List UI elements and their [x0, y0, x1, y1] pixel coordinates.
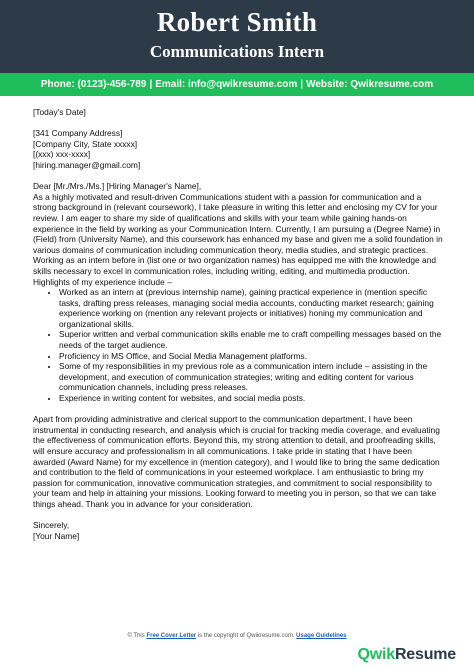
contact-email[interactable]: Email: info@qwikresume.com [155, 79, 298, 90]
intro-paragraph: As a highly motivated and result-driven Communications student with a passion for communication and a strong background in (relevant coursework), I take pleasure in writing this letter and enclosing my CV for your review. I am eager to share my side of qualifications and skills with your team while gaining hands-on experience in the field by working as your Communication Intern. Currently, I am pursuing a (Degree Name) in (Field) from (University Name), and this coursework has enhanced my base and given me a solid foundation in various domains of communication including communication theory, media studies, and strategic practices. Working as an intern before in (list one or two organization names) has equipped me with the knowledge and skills necessary to excel in communication roles, including writing, editing, and multimedia production. Highlights of my experience include – [33, 191, 443, 287]
job-title: Communications Intern [149, 42, 325, 61]
highlights-list [33, 287, 445, 404]
closing: Sincerely, [33, 520, 70, 531]
salutation: Dear [Mr./Mrs./Ms.] [Hiring Manager's Name], [33, 181, 202, 192]
candidate-name: Robert Smith [156, 7, 318, 37]
contact-separator: | [149, 79, 153, 90]
list-item: • Experience in writing content for websites, and social media posts. [59, 393, 445, 404]
body-paragraph: Apart from providing administrative and clerical support to the communication department, I have been instrumental in conducting research, and analysis which is crucial for tracking media coverage, and evaluating the effectiveness of communication efforts. Beyond this, my strong attention to detail, and proofreading skills, will ensure accuracy and professionalism in all communications. I take pride in stating that I have been awarded (Award Name) for my excellence in (mention category), and I would like to bring the same dedication and contribution to the field of communications in your esteemed workplace. I am enthusiastic to bring my passion for communication, innovative communication strategies, and commitment to social responsibility to your team and help in attaining your missions. Looking forward to meeting you in person, so that we can take things ahead. Thank you in advance for your consideration. [33, 414, 440, 509]
contact-website[interactable]: Website: Qwikresume.com [306, 79, 434, 90]
copyright-notice [0, 633, 474, 639]
footer [0, 629, 474, 670]
contact-phone: Phone: (0123)-456-789 [40, 79, 147, 90]
header-banner [0, 0, 474, 73]
contact-separator: | [300, 79, 304, 90]
letter-body [33, 107, 445, 541]
letter-date: [Today's Date] [33, 107, 86, 117]
recipient-address [33, 128, 445, 170]
list-item: • Proficiency in MS Office, and Social Media Management platforms. [59, 351, 445, 362]
copyright-middle: is the copyright of Qwikresume.com. [196, 633, 297, 639]
logo-part-resume: Resume [394, 646, 456, 663]
copyright-prefix: © This [127, 633, 147, 639]
list-item: • Superior written and verbal communication skills enable me to craft compelling messages based on the needs of the target audience. [59, 329, 445, 350]
list-item: • Some of my responsibilities in my previous role as a communication intern include – assisting in the development, and execution of communication strategies; writing and editing content for various communication channels, including press releases. [59, 361, 445, 393]
usage-guidelines-link[interactable]: Usage Guidelines [296, 633, 347, 639]
logo-part-qwik: Qwik [357, 646, 395, 663]
address-line: [hiring.manager@gmail.com] [33, 159, 141, 170]
address-line: [(xxx) xxx-xxxx] [33, 149, 91, 160]
qwikresume-logo[interactable] [358, 646, 457, 664]
address-line: [Company City, State xxxxx] [33, 138, 138, 149]
signature: [Your Name] [33, 530, 80, 541]
free-cover-letter-link[interactable]: Free Cover Letter [146, 633, 197, 639]
address-line: [341 Company Address] [33, 128, 123, 139]
list-item: • Worked as an intern at (previous internship name), gaining practical experience in (mention specific tasks, drafting press releases, managing social media accounts, conducting market research; gaining experience working on (mention any relevant projects or initiatives) honing my communication and organizational skills. [59, 287, 445, 329]
contact-bar [0, 73, 474, 96]
